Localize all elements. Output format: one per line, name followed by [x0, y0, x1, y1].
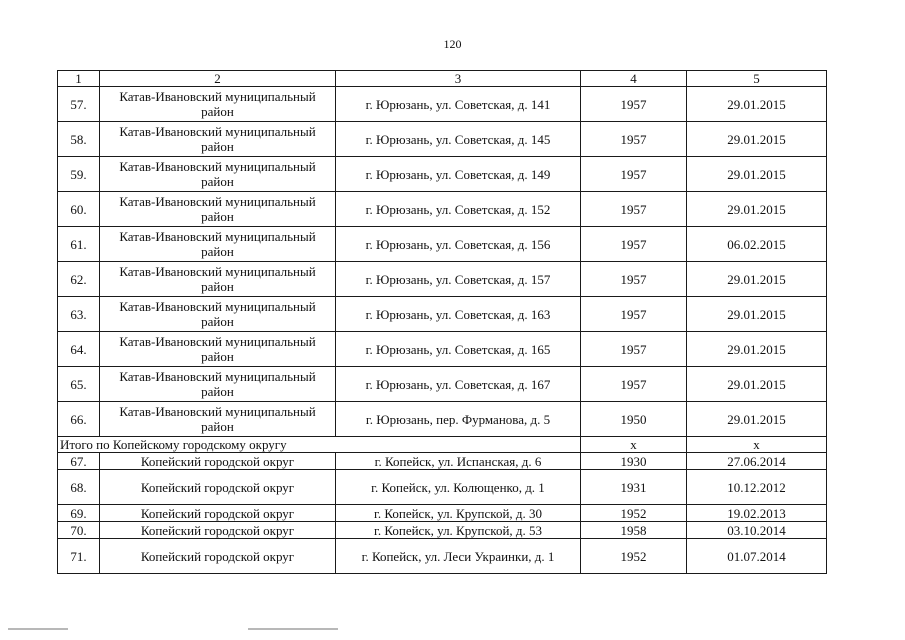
- year-cell: 1957: [581, 367, 687, 402]
- address-cell: г. Юрюзань, ул. Советская, д. 145: [336, 122, 581, 157]
- column-number-row: [58, 71, 827, 87]
- row-number: 68.: [58, 470, 100, 505]
- address-cell: г. Юрюзань, ул. Советская, д. 141: [336, 87, 581, 122]
- address-cell: г. Юрюзань, ул. Советская, д. 167: [336, 367, 581, 402]
- date-cell: 29.01.2015: [687, 87, 827, 122]
- address-cell: г. Копейск, ул. Леси Украинки, д. 1: [336, 539, 581, 574]
- date-cell: 01.07.2014: [687, 539, 827, 574]
- address-cell: г. Юрюзань, ул. Советская, д. 152: [336, 192, 581, 227]
- year-cell: 1930: [581, 453, 687, 470]
- district-cell: Копейский городской округ: [100, 453, 336, 470]
- date-cell: 29.01.2015: [687, 367, 827, 402]
- address-cell: г. Юрюзань, ул. Советская, д. 156: [336, 227, 581, 262]
- year-cell: 1952: [581, 539, 687, 574]
- table-row: [58, 192, 827, 227]
- district-cell: Катав-Ивановский муниципальный район: [100, 87, 336, 122]
- district-cell: Катав-Ивановский муниципальный район: [100, 402, 336, 437]
- date-cell: 19.02.2013: [687, 505, 827, 522]
- address-cell: г. Копейск, ул. Крупской, д. 30: [336, 505, 581, 522]
- address-cell: г. Юрюзань, ул. Советская, д. 149: [336, 157, 581, 192]
- district-cell: Катав-Ивановский муниципальный район: [100, 227, 336, 262]
- date-cell: 29.01.2015: [687, 402, 827, 437]
- district-cell: Копейский городской округ: [100, 470, 336, 505]
- year-cell: 1957: [581, 227, 687, 262]
- column-header: 2: [100, 71, 336, 87]
- registry-table: [57, 70, 827, 574]
- row-number: 59.: [58, 157, 100, 192]
- table-row: [58, 505, 827, 522]
- district-cell: Катав-Ивановский муниципальный район: [100, 192, 336, 227]
- subtotal-row: [58, 437, 827, 453]
- row-number: 60.: [58, 192, 100, 227]
- year-cell: 1958: [581, 522, 687, 539]
- table-row: [58, 122, 827, 157]
- table-row: [58, 87, 827, 122]
- table-row: [58, 470, 827, 505]
- date-cell: 03.10.2014: [687, 522, 827, 539]
- district-cell: Копейский городской округ: [100, 522, 336, 539]
- row-number: 69.: [58, 505, 100, 522]
- date-cell: 29.01.2015: [687, 122, 827, 157]
- district-cell: Катав-Ивановский муниципальный район: [100, 157, 336, 192]
- district-cell: Копейский городской округ: [100, 539, 336, 574]
- address-cell: г. Копейск, ул. Колющенко, д. 1: [336, 470, 581, 505]
- address-cell: г. Юрюзань, пер. Фурманова, д. 5: [336, 402, 581, 437]
- year-cell: 1957: [581, 157, 687, 192]
- row-number: 61.: [58, 227, 100, 262]
- scan-mark: [8, 628, 68, 630]
- district-cell: Катав-Ивановский муниципальный район: [100, 262, 336, 297]
- table-row: [58, 297, 827, 332]
- year-cell: 1931: [581, 470, 687, 505]
- table-row: [58, 332, 827, 367]
- table-row: [58, 402, 827, 437]
- date-cell: 10.12.2012: [687, 470, 827, 505]
- date-cell: 29.01.2015: [687, 332, 827, 367]
- column-header: 3: [336, 71, 581, 87]
- table-row: [58, 367, 827, 402]
- address-cell: г. Копейск, ул. Крупской, д. 53: [336, 522, 581, 539]
- year-cell: 1957: [581, 87, 687, 122]
- scan-mark: [248, 628, 338, 630]
- page-number: 120: [443, 37, 462, 51]
- year-cell: 1950: [581, 402, 687, 437]
- table-row: [58, 539, 827, 574]
- year-cell: 1957: [581, 297, 687, 332]
- address-cell: г. Юрюзань, ул. Советская, д. 157: [336, 262, 581, 297]
- column-header: 1: [58, 71, 100, 87]
- district-cell: Катав-Ивановский муниципальный район: [100, 332, 336, 367]
- subtotal-date-cell: x: [687, 437, 827, 453]
- date-cell: 29.01.2015: [687, 192, 827, 227]
- date-cell: 27.06.2014: [687, 453, 827, 470]
- column-header: 4: [581, 71, 687, 87]
- address-cell: г. Юрюзань, ул. Советская, д. 163: [336, 297, 581, 332]
- row-number: 70.: [58, 522, 100, 539]
- district-cell: Катав-Ивановский муниципальный район: [100, 122, 336, 157]
- row-number: 58.: [58, 122, 100, 157]
- date-cell: 29.01.2015: [687, 157, 827, 192]
- table-row: [58, 157, 827, 192]
- table-row: [58, 227, 827, 262]
- year-cell: 1957: [581, 262, 687, 297]
- column-header: 5: [687, 71, 827, 87]
- year-cell: 1952: [581, 505, 687, 522]
- table-row: [58, 262, 827, 297]
- date-cell: 06.02.2015: [687, 227, 827, 262]
- address-cell: г. Юрюзань, ул. Советская, д. 165: [336, 332, 581, 367]
- row-number: 63.: [58, 297, 100, 332]
- address-cell: г. Копейск, ул. Испанская, д. 6: [336, 453, 581, 470]
- row-number: 66.: [58, 402, 100, 437]
- scan-artifacts: [0, 628, 905, 634]
- row-number: 65.: [58, 367, 100, 402]
- row-number: 64.: [58, 332, 100, 367]
- district-cell: Катав-Ивановский муниципальный район: [100, 297, 336, 332]
- subtotal-label: Итого по Копейскому городскому округу: [58, 437, 581, 453]
- row-number: 62.: [58, 262, 100, 297]
- row-number: 57.: [58, 87, 100, 122]
- row-number: 71.: [58, 539, 100, 574]
- district-cell: Катав-Ивановский муниципальный район: [100, 367, 336, 402]
- table-row: [58, 522, 827, 539]
- date-cell: 29.01.2015: [687, 297, 827, 332]
- district-cell: Копейский городской округ: [100, 505, 336, 522]
- year-cell: 1957: [581, 192, 687, 227]
- year-cell: 1957: [581, 332, 687, 367]
- date-cell: 29.01.2015: [687, 262, 827, 297]
- table-row: [58, 453, 827, 470]
- year-cell: 1957: [581, 122, 687, 157]
- row-number: 67.: [58, 453, 100, 470]
- subtotal-year-cell: x: [581, 437, 687, 453]
